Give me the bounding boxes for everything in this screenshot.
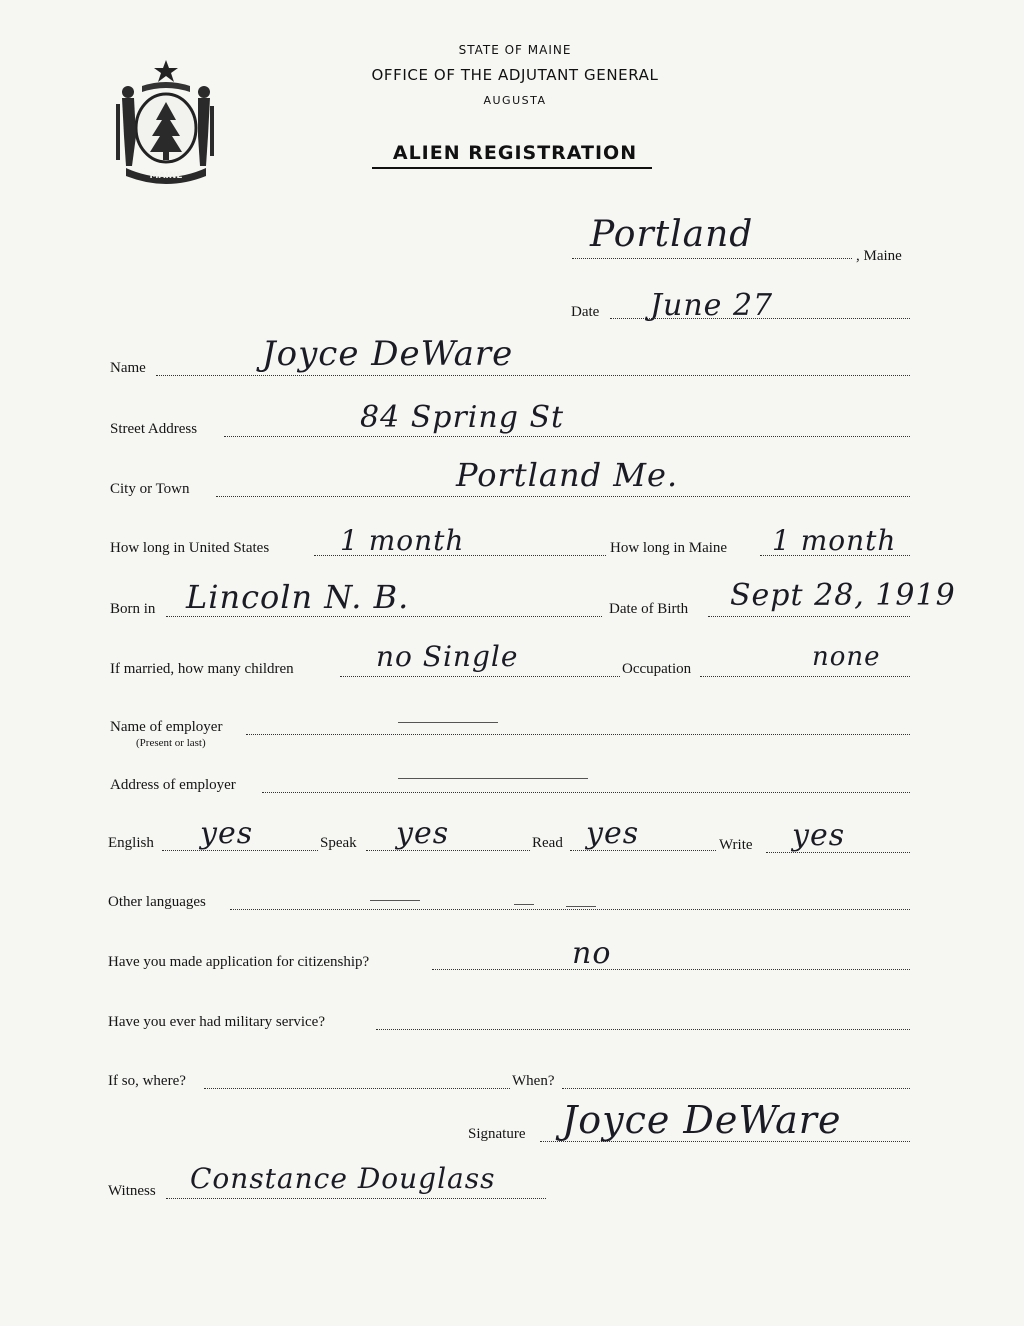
citizenship-line (432, 969, 910, 970)
witness-line (166, 1198, 546, 1199)
employer-label: Name of employer (110, 719, 223, 735)
english-label: English (108, 835, 154, 851)
how-long-us-entry: 1 month (340, 524, 465, 557)
where-line (204, 1088, 510, 1089)
other-languages-dash-mark-3 (566, 906, 596, 907)
name-line (156, 375, 910, 376)
how-long-maine-entry: 1 month (772, 524, 897, 557)
employer-address-dash-mark (398, 778, 588, 779)
where-label: If so, where? (108, 1073, 186, 1089)
when-line (562, 1088, 910, 1089)
english-entry: yes (200, 816, 254, 851)
employer-address-label: Address of employer (110, 777, 236, 793)
street-entry: 84 Spring St (360, 400, 565, 435)
state-heading: STATE OF MAINE (458, 43, 572, 57)
witness-label: Witness (108, 1183, 156, 1199)
maine-label: , Maine (856, 248, 902, 264)
how-long-maine-label: How long in Maine (610, 540, 728, 556)
date-entry: June 27 (650, 288, 774, 323)
date-label: Date (571, 304, 600, 320)
city-label: City or Town (110, 481, 190, 497)
military-line (376, 1029, 910, 1030)
other-languages-label: Other languages (108, 894, 206, 910)
other-languages-line (230, 909, 910, 910)
born-in-label: Born in (110, 601, 156, 617)
city-line (216, 496, 910, 497)
speak-entry: yes (396, 816, 450, 851)
military-label: Have you ever had military service? (108, 1014, 325, 1030)
occupation-label: Occupation (622, 661, 692, 677)
other-languages-dash-mark-1 (370, 900, 420, 901)
other-languages-dash-mark-2 (514, 904, 534, 905)
name-label: Name (110, 360, 146, 376)
city-heading: AUGUSTA (483, 94, 547, 107)
town-line (572, 258, 852, 259)
read-label: Read (532, 835, 563, 851)
town-entry: Portland (590, 214, 754, 255)
occupation-line (700, 676, 910, 677)
office-heading: OFFICE OF THE ADJUTANT GENERAL (371, 66, 659, 84)
occupation-entry: none (812, 642, 881, 672)
street-line (224, 436, 910, 437)
write-entry: yes (792, 818, 846, 853)
signature-entry: Joyce DeWare (562, 1098, 842, 1142)
employer-dash-mark (398, 722, 498, 723)
signature-label: Signature (468, 1126, 526, 1142)
read-entry: yes (586, 816, 640, 851)
seal-banner-text: MAINE (149, 171, 183, 181)
city-entry: Portland Me. (456, 456, 679, 494)
write-label: Write (719, 837, 753, 853)
employer-address-line (262, 792, 910, 793)
form-title: ALIEN REGISTRATION (392, 142, 638, 164)
speak-label: Speak (320, 835, 357, 851)
date-of-birth-label: Date of Birth (609, 601, 689, 617)
born-in-line (166, 616, 602, 617)
citizenship-entry: no (572, 936, 612, 971)
name-entry: Joyce DeWare (262, 334, 514, 374)
children-entry: no Single (376, 640, 519, 673)
date-of-birth-entry: Sept 28, 1919 (730, 578, 956, 613)
employer-sublabel: (Present or last) (136, 737, 206, 749)
citizenship-label: Have you made application for citizenship? (108, 954, 370, 970)
maine-state-seal (112, 56, 220, 184)
children-label: If married, how many children (110, 661, 294, 677)
born-in-entry: Lincoln N. B. (186, 578, 410, 616)
how-long-us-label: How long in United States (110, 540, 270, 556)
date-of-birth-line (708, 616, 910, 617)
children-line (340, 676, 620, 677)
form-title-underline (372, 167, 652, 169)
when-label: When? (512, 1073, 555, 1089)
street-label: Street Address (110, 421, 198, 437)
employer-line (246, 734, 910, 735)
witness-entry: Constance Douglass (190, 1162, 496, 1195)
